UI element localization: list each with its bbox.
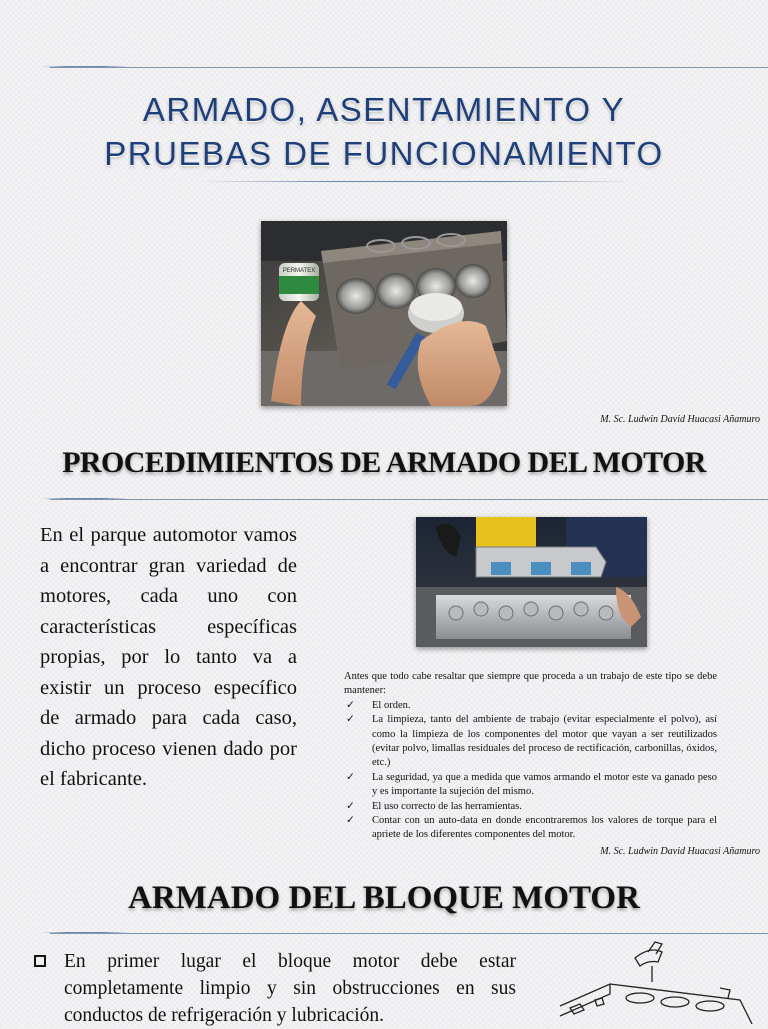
checklist-item: ✓ La limpieza, tanto del ambiente de trabajo (evitar especialmente el polvo), así como la limpieza de los componentes del motor que vayan a ser reutilizados (evitar polvo, limallas residuales del proceso de rectificación, carbonillas, óxidos, etc.) [346, 714, 717, 769]
checkmark-icon: ✓ [346, 714, 355, 726]
engine-block-sketch [540, 938, 768, 1024]
checklist-item: ✓ El uso correcto de las herramientas. [344, 800, 717, 814]
can-label: PERMATEX [282, 268, 316, 274]
section-heading-procedimientos: PROCEDIMIENTOS DE ARMADO DEL MOTOR [62, 446, 706, 479]
section-heading-bloque-motor: ARMADO DEL BLOQUE MOTOR [128, 880, 640, 916]
author-credit-2: M. Sc. Ludwin David Huacasi Añamuro [600, 846, 760, 857]
engine-block-photo [261, 221, 507, 406]
section-rule-2-accent [40, 498, 130, 499]
slide-title-line-1: ARMADO, ASENTAMIENTO Y [142, 91, 626, 128]
square-bullet-icon [34, 955, 46, 967]
slide-title-line-2: PRUEBAS DE FUNCIONAMIENTO [104, 135, 664, 172]
checkmark-icon: ✓ [346, 699, 355, 711]
note-intro: Antes que todo cabe resaltar que siempre que proceda a un trabajo de este tipo se debe mantener: [344, 671, 717, 697]
checkmark-icon: ✓ [346, 800, 355, 812]
checklist-item: ✓ Contar con un auto-data en donde encontraremos los valores de torque para el apriete de los diferentes componentes del motor. [346, 815, 717, 841]
section-rule-3 [50, 933, 768, 934]
bullet-paragraph [34, 948, 516, 1029]
checklist [344, 699, 717, 843]
slide-title [0, 88, 768, 176]
bullet-text: En primer lugar el bloque motor debe estar completamente limpio y sin obstrucciones en sus conductos de refrigeración y lubricación. [64, 951, 516, 1026]
checkmark-icon: ✓ [346, 815, 355, 827]
section-rule-2 [50, 499, 768, 500]
top-rule-accent [40, 66, 130, 67]
cylinder-head-photo [416, 517, 647, 647]
checkmark-icon: ✓ [346, 771, 355, 783]
author-credit-1: M. Sc. Ludwin David Huacasi Añamuro [600, 414, 760, 425]
top-rule [50, 67, 768, 68]
title-underline [200, 181, 630, 182]
checklist-item: ✓ La seguridad, ya que a medida que vamos armando el motor este va ganado peso y es importante la sujeción del mismo. [346, 771, 717, 798]
cleanliness-note [344, 670, 717, 843]
checklist-item: ✓ El orden. [344, 699, 717, 713]
intro-paragraph: En el parque automotor vamos a encontrar gran variedad de motores, cada uno con características específicas propias, por lo tanto va a existir un proceso específico de armado para cada caso, dicho proceso vienen dado por el fabricante. [40, 524, 297, 790]
section-rule-3-accent [40, 932, 130, 933]
